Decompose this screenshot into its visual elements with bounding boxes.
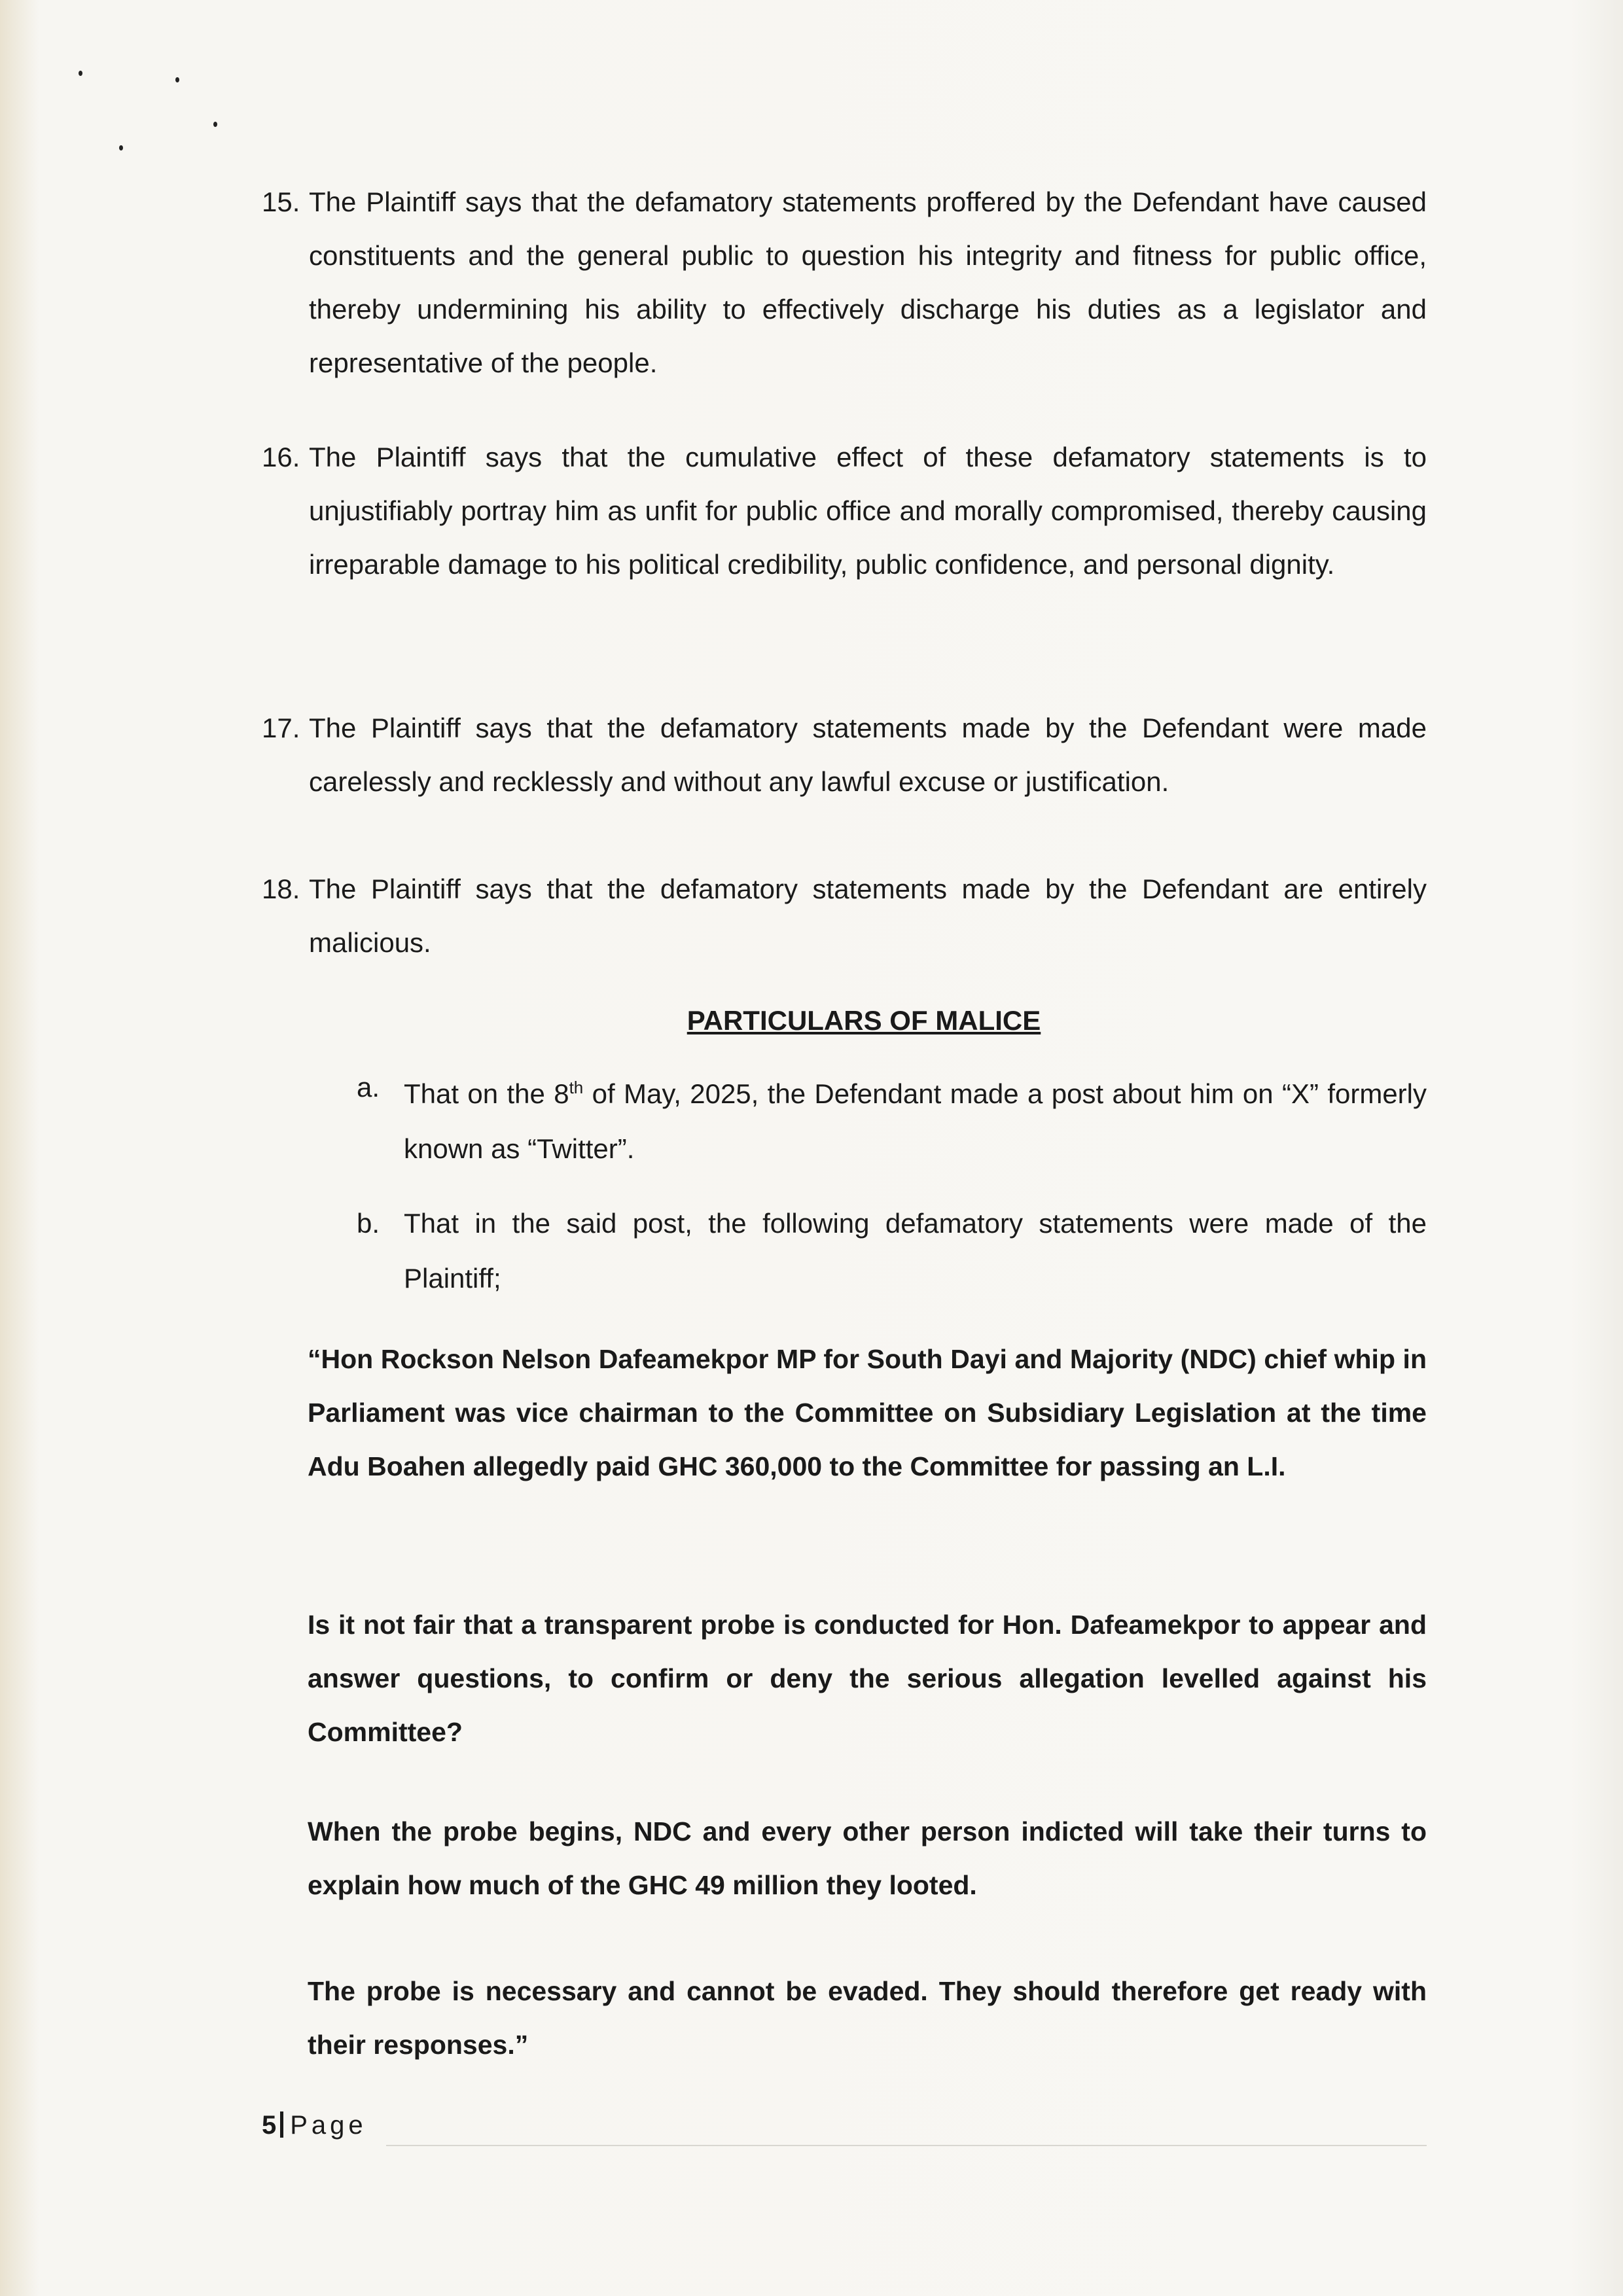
scan-speck (119, 145, 123, 150)
paragraph-number: 17. (262, 713, 300, 743)
paragraph-15 (262, 175, 1427, 390)
paragraph-text: The Plaintiff says that the defamatory statements made by the Defendant are entirely malicious. (309, 874, 1427, 958)
quoted-statement-3: When the probe begins, NDC and every other person indicted will take their turns to explain how much of the GHC 49 million they looted. (308, 1816, 1427, 1900)
paragraph-17 (262, 701, 1427, 809)
paragraph-number: 16. (262, 442, 300, 472)
quoted-statement-1: “Hon Rockson Nelson Dafeamekpor MP for South Dayi and Majority (NDC) chief whip in Parliament was vice chairman to the Committee on Subsidiary Legislation at the time Adu Boahen allegedly paid GHC 360,000 to the Committee for passing an L.I. (308, 1344, 1427, 1481)
particular-b (357, 1196, 1427, 1306)
particular-a (357, 1060, 1427, 1176)
particular-letter: b. (357, 1208, 380, 1239)
scan-speck (213, 122, 217, 127)
quoted-statement-2: Is it not fair that a transparent probe is conducted for Hon. Dafeamekpor to appear and answer questions, to confirm or deny the serious allegation levelled against his Committee? (308, 1610, 1427, 1747)
paragraph-number: 15. (262, 186, 300, 217)
paragraph-number: 18. (262, 874, 300, 904)
footer-divider (280, 2111, 283, 2138)
paragraph-text: The Plaintiff says that the defamatory statements proffered by the Defendant have caused constituents and the general public to question his integrity and fitness for public office, thereby undermining his ability to effectively discharge his duties as a legislator and representative of the people. (309, 186, 1427, 378)
page-number: 5 (262, 2111, 277, 2140)
scan-speck (175, 77, 179, 82)
quoted-statement-4: The probe is necessary and cannot be evaded. They should therefore get ready with their responses.” (308, 1976, 1427, 2060)
paragraph-text: The Plaintiff says that the defamatory statements made by the Defendant were made carelessly and recklessly and without any lawful excuse or justification. (309, 713, 1427, 797)
page-footer (262, 2111, 367, 2140)
page-label: Page (290, 2111, 367, 2140)
paragraph-18 (262, 862, 1427, 970)
particular-letter: a. (357, 1072, 380, 1103)
paragraph-text: The Plaintiff says that the cumulative effect of these defamatory statements is to unjustifiably portray him as unfit for public office and morally compromised, thereby causing irreparable damage to his political credibility, public confidence, and personal dignity. (309, 442, 1427, 580)
paragraph-16 (262, 431, 1427, 592)
particulars-heading: PARTICULARS OF MALICE (687, 1005, 1041, 1036)
footer-rule (386, 2145, 1427, 2146)
particular-text: That on the 8th of May, 2025, the Defendant made a post about him on “X” formerly known as “Twitter”. (404, 1078, 1427, 1164)
particular-text: That in the said post, the following defamatory statements were made of the Plaintiff; (404, 1208, 1427, 1294)
scan-speck (79, 71, 82, 76)
